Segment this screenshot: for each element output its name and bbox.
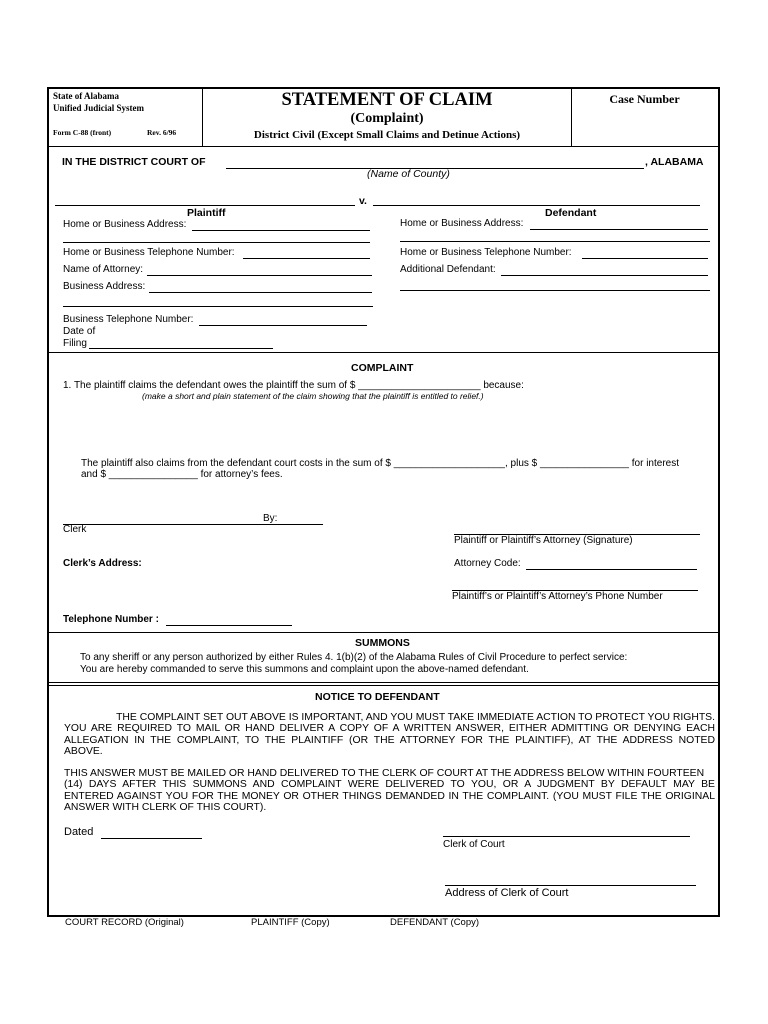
notice-p2-line-1: THIS ANSWER MUST BE MAILED OR HAND DELIVERED TO THE CLERK OF COURT AT THE ADDRESS BELOW WITHIN FOURTEEN (64, 768, 705, 779)
form-description: District Civil (Except Small Claims and Detinue Actions) (253, 129, 521, 141)
plaintiff-business-address-line-2[interactable] (63, 306, 373, 307)
state-label: State of Alabama (53, 91, 119, 101)
complaint-bottom-rule (48, 632, 719, 633)
notice-p2-line-3: ENTERED AGAINST YOU FOR THE MONEY OR OTHER THINGS DEMANDED IN THE COMPLAINT. (YOU MUST FILE THE ORIGINAL (64, 790, 715, 802)
costs-line-2: and $ ________________ for attorney’s fees. (81, 469, 283, 480)
notice-p1-line-3: ALLEGATION IN THE COMPLAINT, TO THE PLAINTIFF (OR THE ATTORNEY FOR THE PLAINTIFF), AT THE ADDRESS NOTED (64, 734, 715, 746)
plaintiff-business-address-line[interactable] (149, 292, 372, 293)
clerk-label: Clerk (63, 524, 87, 535)
claim-statement-area[interactable] (80, 404, 700, 454)
clerk-signature-line[interactable] (63, 524, 323, 525)
form-title: STATEMENT OF CLAIM (281, 90, 493, 110)
notice-paragraph-2 (64, 768, 715, 813)
court-suffix: , ALABAMA (645, 156, 704, 168)
plaintiff-attorney-line[interactable] (147, 275, 372, 276)
plaintiff-phone-label: Home or Business Telephone Number: (63, 247, 235, 258)
copy-plaintiff: PLAINTIFF (Copy) (251, 917, 330, 928)
plaintiff-heading: Plaintiff (187, 207, 226, 219)
court-prefix: IN THE DISTRICT COURT OF (62, 156, 206, 168)
claim-hint: (make a short and plain statement of the claim showing that the plaintiff is entitled to relief.) (142, 391, 484, 401)
additional-defendant-line[interactable] (501, 275, 708, 276)
summons-heading: SUMMONS (355, 637, 410, 649)
by-label: By: (263, 513, 278, 524)
case-number-field[interactable] (574, 108, 717, 144)
defendant-address-label: Home or Business Address: (400, 218, 524, 229)
plaintiff-name-line[interactable] (55, 205, 355, 206)
dated-line[interactable] (101, 838, 202, 839)
defendant-phone-line[interactable] (582, 258, 708, 259)
plaintiff-address-label: Home or Business Address: (63, 219, 187, 230)
parties-bottom-rule (48, 352, 719, 353)
additional-defendant-line-2[interactable] (400, 290, 710, 291)
plaintiff-address-line[interactable] (192, 230, 370, 231)
attorney-phone-label: Plaintiff’s or Plaintiff’s Attorney’s Phone Number (452, 591, 663, 602)
clerk-address-label: Clerk’s Address: (63, 558, 142, 569)
header-bottom-rule (48, 146, 719, 147)
telephone-line[interactable] (166, 625, 292, 626)
notice-p2-line-4: ANSWER WITH CLERK OF THIS COURT). (64, 801, 267, 813)
copy-defendant: DEFENDANT (Copy) (390, 917, 480, 928)
costs-line-1: The plaintiff also claims from the defendant court costs in the sum of $ ____________________, plus $ ________________ for interest (81, 458, 680, 469)
signature-label: Plaintiff or Plaintiff’s Attorney (Signature) (454, 535, 633, 546)
attorney-code-line[interactable] (526, 569, 697, 570)
notice-p1-line-4: ABOVE. (64, 745, 103, 757)
form-number: Form C-88 (front) (53, 128, 112, 137)
claim-1-text: 1. The plaintiff claims the defendant owes the plaintiff the sum of $ ______________________ because: (63, 380, 524, 391)
plaintiff-attorney-label: Name of Attorney: (63, 264, 144, 275)
clerk-of-court-line[interactable] (443, 836, 690, 837)
summons-bottom-rule-1 (48, 682, 719, 683)
notice-p1-line-1: THE COMPLAINT SET OUT ABOVE IS IMPORTANT, AND YOU MUST TAKE IMMEDIATE ACTION TO PROTECT YOU RIGHTS. (116, 712, 715, 723)
date-of-label: Date of (63, 326, 96, 337)
defendant-address-line[interactable] (530, 229, 708, 230)
plaintiff-business-phone-line[interactable] (199, 325, 367, 326)
plaintiff-business-phone-label: Business Telephone Number: (63, 314, 194, 325)
clerk-address-line[interactable] (445, 885, 696, 886)
defendant-address-line-2[interactable] (400, 241, 710, 242)
complaint-heading: COMPLAINT (351, 362, 414, 374)
summons-line-2: You are hereby commanded to serve this summons and complaint upon the above-named defendant. (80, 664, 529, 675)
notice-paragraph-1 (64, 712, 715, 757)
address-of-clerk-label: Address of Clerk of Court (445, 887, 569, 899)
notice-p2-line-2: (14) DAYS AFTER THIS SUMMONS AND COMPLAINT WERE DELIVERED TO YOU, OR A JUDGMENT BY DEFAULT MAY BE (64, 779, 715, 791)
plaintiff-business-address-label: Business Address: (63, 281, 146, 292)
plaintiff-address-line-2[interactable] (63, 242, 370, 243)
county-hint: (Name of County) (367, 168, 450, 180)
versus-label: v. (359, 195, 367, 207)
copy-court-record: COURT RECORD (Original) (65, 917, 184, 928)
clerk-of-court-label: Clerk of Court (443, 839, 505, 850)
summons-bottom-rule-2 (48, 685, 719, 686)
summons-line-1: To any sheriff or any person authorized by either Rules 4. 1(b)(2) of the Alabama Rules of Civil Procedure to perfect service: (80, 652, 628, 663)
attorney-code-label: Attorney Code: (454, 558, 521, 569)
dated-label: Dated (64, 826, 94, 838)
additional-defendant-label: Additional Defendant: (400, 264, 496, 275)
filing-date-line[interactable] (89, 348, 273, 349)
filing-label: Filing (63, 338, 87, 349)
case-number-label: Case Number (609, 92, 680, 106)
notice-heading: NOTICE TO DEFENDANT (315, 691, 440, 703)
defendant-heading: Defendant (545, 207, 597, 219)
defendant-name-line[interactable] (373, 205, 700, 206)
revision: Rev. 6/96 (147, 128, 177, 137)
plaintiff-phone-line[interactable] (243, 258, 370, 259)
form-subtitle: (Complaint) (350, 111, 424, 126)
defendant-phone-label: Home or Business Telephone Number: (400, 247, 572, 258)
system-label: Unified Judicial System (53, 103, 145, 113)
telephone-label: Telephone Number : (63, 614, 159, 625)
notice-p1-line-2: YOU ARE REQUIRED TO MAIL OR HAND DELIVER A COPY OF A WRITTEN ANSWER, EITHER ADMITTING OR DENYING EACH (64, 723, 715, 735)
